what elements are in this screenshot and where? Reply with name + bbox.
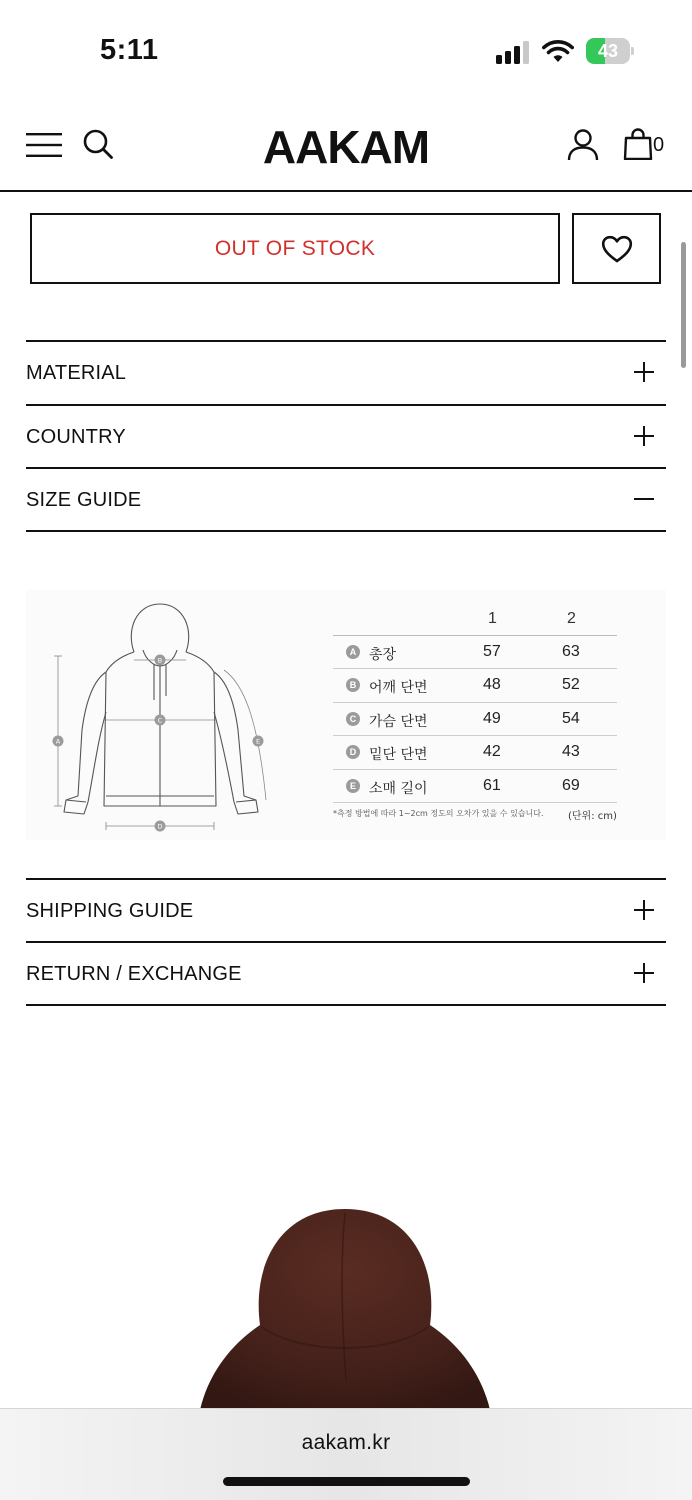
home-indicator[interactable] — [223, 1477, 470, 1486]
wishlist-button[interactable] — [572, 213, 661, 284]
hamburger-menu-icon[interactable] — [26, 132, 62, 158]
url-text[interactable]: aakam.kr — [301, 1431, 391, 1454]
accordion-country[interactable] — [26, 404, 666, 468]
heart-icon — [601, 235, 633, 263]
measure-badge: C — [346, 712, 360, 726]
measure-name: 어깨 단면 — [369, 680, 428, 697]
accordion-label: SHIPPING GUIDE — [26, 900, 194, 922]
size-value: 48 — [483, 676, 501, 694]
size-table-header — [333, 600, 617, 636]
table-row — [333, 770, 617, 803]
minus-icon[interactable] — [634, 489, 654, 509]
measure-badge: D — [346, 745, 360, 759]
size-guide-panel — [26, 590, 666, 840]
user-account-icon[interactable] — [566, 128, 600, 162]
accordion-label: SIZE GUIDE — [26, 489, 142, 511]
size-column-2: 2 — [567, 610, 576, 627]
diagram-label-d: D — [157, 822, 163, 831]
table-row — [333, 636, 617, 669]
divider — [26, 530, 666, 532]
measure-name: 소매 길이 — [369, 780, 428, 797]
browser-address-bar[interactable] — [0, 1408, 692, 1500]
diagram-label-b: B — [157, 656, 163, 665]
plus-icon[interactable] — [634, 362, 654, 382]
battery-percent: 43 — [597, 41, 619, 61]
size-note: *측정 방법에 따라 1~2cm 정도의 오차가 있을 수 있습니다. — [333, 809, 544, 818]
table-row — [333, 736, 617, 769]
accordion-label: RETURN / EXCHANGE — [26, 963, 242, 985]
accordion-shipping-guide[interactable] — [26, 878, 666, 942]
accordion-label: MATERIAL — [26, 362, 127, 384]
size-value: 49 — [483, 709, 501, 727]
plus-icon[interactable] — [634, 963, 654, 983]
table-row — [333, 669, 617, 702]
size-table — [333, 600, 617, 803]
product-photo-hoodie[interactable] — [190, 1205, 500, 1410]
cellular-signal-icon — [496, 40, 532, 64]
size-column-1: 1 — [488, 610, 497, 627]
shopping-bag-icon[interactable] — [622, 128, 654, 160]
diagram-label-e: E — [255, 737, 261, 746]
diagram-label-c: C — [157, 716, 163, 725]
brand-logo[interactable]: AAKAM — [262, 121, 430, 173]
measure-badge: E — [346, 779, 360, 793]
accordion-material[interactable] — [26, 340, 666, 404]
size-value: 57 — [483, 643, 501, 660]
out-of-stock-button[interactable]: OUT OF STOCK — [30, 213, 560, 284]
wifi-icon — [542, 38, 574, 64]
size-value: 63 — [562, 643, 580, 660]
hoodie-measurement-diagram — [48, 600, 308, 832]
size-value: 52 — [562, 676, 580, 694]
cart-count: 0 — [653, 134, 665, 156]
divider — [26, 1004, 666, 1006]
status-time: 5:11 — [100, 34, 159, 66]
measure-badge: B — [346, 678, 360, 692]
size-unit: (단위: cm) — [568, 811, 617, 822]
site-header — [0, 100, 692, 192]
plus-icon[interactable] — [634, 426, 654, 446]
table-row — [333, 703, 617, 736]
accordion-return-exchange[interactable] — [26, 941, 666, 1005]
size-value: 54 — [562, 709, 580, 727]
measure-name: 밑단 단면 — [369, 747, 428, 764]
accordion-label: COUNTRY — [26, 426, 126, 448]
size-value: 61 — [483, 776, 501, 794]
plus-icon[interactable] — [634, 900, 654, 920]
accordion-size-guide[interactable] — [26, 467, 666, 531]
measure-name: 가슴 단면 — [369, 713, 428, 730]
diagram-label-a: A — [55, 737, 61, 746]
size-value: 43 — [562, 743, 580, 761]
size-value: 42 — [483, 743, 501, 761]
battery-indicator — [586, 38, 634, 64]
size-value: 69 — [562, 776, 580, 794]
scrollbar[interactable] — [681, 242, 686, 368]
status-bar — [0, 0, 692, 100]
measure-name: 총장 — [369, 647, 397, 663]
search-icon[interactable] — [82, 128, 114, 160]
measure-badge: A — [346, 645, 360, 659]
